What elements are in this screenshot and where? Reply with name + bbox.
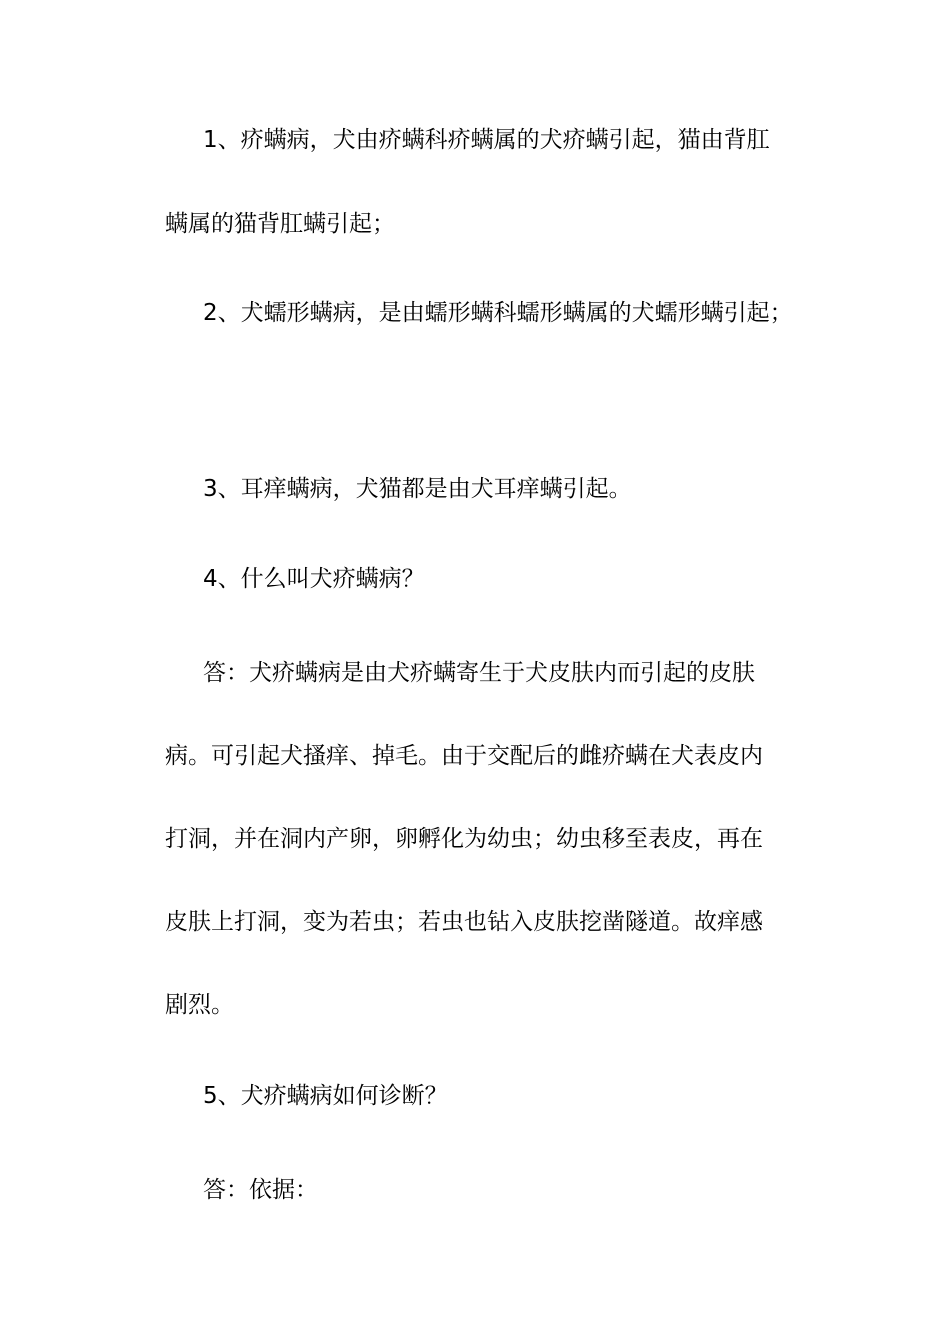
paragraph-3: 3、耳痒螨病，犬猫都是由犬耳痒螨引起。 — [203, 476, 632, 502]
paragraph-2: 2、犬蠕形螨病，是由蠕形螨科蠕形螨属的犬蠕形螨引起； — [203, 300, 793, 326]
question-4-heading: 4、什么叫犬疥螨病？ — [203, 566, 425, 592]
answer-4-line-1: 答：犬疥螨病是由犬疥螨寄生于犬皮肤内而引起的皮肤 — [203, 660, 755, 686]
answer-4-line-3: 打洞，并在洞内产卵，卵孵化为幼虫；幼虫移至表皮，再在 — [165, 826, 763, 852]
answer-5-line-1: 答：依据： — [203, 1177, 318, 1203]
answer-4-line-4: 皮肤上打洞，变为若虫；若虫也钻入皮肤挖凿隧道。故痒感 — [165, 909, 763, 935]
question-5-heading: 5、犬疥螨病如何诊断？ — [203, 1083, 448, 1109]
answer-4-line-5: 剧烈。 — [165, 992, 234, 1018]
paragraph-1-line-2: 螨属的猫背肛螨引起； — [165, 211, 395, 237]
answer-4-line-2: 病。可引起犬搔痒、掉毛。由于交配后的雌疥螨在犬表皮内 — [165, 743, 763, 769]
paragraph-1-line-1: 1、疥螨病，犬由疥螨科疥螨属的犬疥螨引起，猫由背肛 — [203, 127, 770, 153]
